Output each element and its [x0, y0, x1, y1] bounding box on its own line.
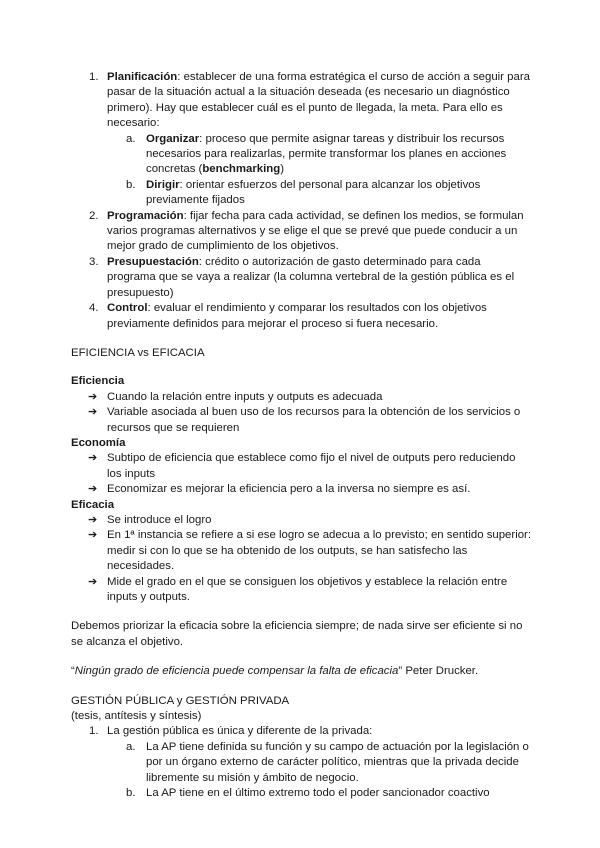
- term: Organizar: [146, 132, 200, 145]
- heading-economia: Economía: [71, 436, 126, 449]
- sub-item-dirigir: [71, 178, 531, 209]
- item-text: En 1ª instancia se refiere a si ese logro se adecua a lo previsto; en sentido superior: medir si con lo que se ha obtenido de los outputs, se han satisfecho las necesidades.: [107, 529, 532, 573]
- arrow-icon: ➔: [88, 483, 98, 496]
- sub-item-organizar: [71, 132, 531, 178]
- list-item: [71, 575, 531, 606]
- list-letter: a.: [126, 132, 136, 145]
- arrow-icon: ➔: [88, 406, 98, 419]
- list-item: [71, 405, 531, 436]
- sub-item-gestion-a: [71, 740, 531, 786]
- item-text: : proceso que permite asignar tareas y distribuir los recursos necesarios para realizarlas, permite transformar los planes en acciones concretas (: [146, 132, 507, 176]
- list-number: 2.: [89, 209, 99, 222]
- item-text: La AP tiene en el último extremo todo el poder sancionador coactivo: [146, 787, 490, 800]
- arrow-icon: ➔: [88, 575, 98, 588]
- item-text: Mide el grado en el que se consiguen los objetivos y establece la relación entre inputs y outputs.: [107, 575, 508, 603]
- list-item: [71, 482, 531, 497]
- list-item: [71, 528, 531, 574]
- priority-paragraph: Debemos priorizar la eficacia sobre la eficiencia siempre; de nada sirve ser eficiente si no se alcanza el objetivo.: [71, 620, 523, 648]
- list-item-gestion-1: [71, 724, 531, 739]
- heading-eficacia: Eficacia: [71, 498, 115, 511]
- list-item-control: [71, 301, 531, 332]
- arrow-icon: ➔: [88, 452, 98, 465]
- item-text: : evaluar el rendimiento y comparar los resultados con los objetivos previamente definidos para mejorar el proceso si fuera necesario.: [107, 302, 487, 330]
- list-letter: b.: [126, 787, 136, 800]
- quote-paragraph: [71, 664, 531, 679]
- list-item-planificacion: [71, 70, 531, 132]
- item-text: : establecer de una forma estratégica el curso de acción a seguir para pasar de la situación actual a la situación deseada (es necesario un diagnóstico primero). Hay que establecer cuál es el punto de llegada, la meta. Para ello es necesario:: [107, 71, 530, 130]
- list-number: 4.: [89, 302, 99, 315]
- list-item: [71, 451, 531, 482]
- arrow-icon: ➔: [88, 513, 98, 526]
- quote-text: Ningún grado de eficiencia puede compensar la falta de eficacia: [74, 665, 399, 678]
- item-text: La AP tiene definida su función y su campo de actuación por la legislación o por un órgano externo de carácter político, mientras que la privada decide libremente su misión y ámbito de negocio.: [146, 740, 529, 784]
- item-text: : orientar esfuerzos del personal para alcanzar los objetivos previamente fijados: [146, 178, 481, 207]
- heading-eficiencia: Eficiencia: [71, 375, 125, 388]
- item-tail: ): [280, 163, 284, 176]
- document-page: [71, 70, 531, 801]
- term: Planificación: [107, 71, 178, 83]
- bold-word: benchmarking: [202, 163, 281, 176]
- list-number: 1.: [89, 71, 99, 83]
- term: Programación: [107, 209, 184, 222]
- arrow-icon: ➔: [88, 529, 98, 542]
- list-item: [71, 513, 531, 528]
- list-item-programacion: [71, 209, 531, 255]
- list-item: [71, 390, 531, 405]
- quote-author: ” Peter Drucker.: [398, 665, 479, 678]
- item-text: Subtipo de eficiencia que establece como fijo el nivel de outputs pero reduciendo los inputs: [107, 452, 516, 480]
- item-text: : fijar fecha para cada actividad, se definen los medios, se formulan varios programas alternativos y se elige el que se prevé que puede conducir a un mejor grado de cumplimiento de los objetivos.: [107, 209, 524, 253]
- item-text: : crédito o autorización de gasto determinado para cada programa que se vaya a realizar (la columna vertebral de la gestión pública es el presupuesto): [107, 255, 515, 299]
- arrow-icon: ➔: [88, 390, 98, 403]
- section-title-eficiencia-eficacia: EFICIENCIA vs EFICACIA: [71, 346, 205, 359]
- item-text: Cuando la relación entre inputs y outputs es adecuada: [107, 390, 383, 403]
- list-item-presupuestacion: [71, 255, 531, 301]
- quote-open: “: [71, 665, 75, 678]
- item-text: La gestión pública es única y diferente de la privada:: [107, 725, 373, 738]
- term: Control: [107, 302, 148, 315]
- sub-item-gestion-b: [71, 786, 531, 801]
- term: Presupuestación: [107, 255, 199, 268]
- list-letter: b.: [126, 178, 136, 191]
- item-text: Se introduce el logro: [107, 513, 212, 526]
- item-text: Economizar es mejorar la eficiencia pero a la inversa no siempre es así.: [107, 483, 471, 496]
- item-text: Variable asociada al buen uso de los recursos para la obtención de los servicios o recursos que se requieren: [107, 406, 521, 434]
- term: Dirigir: [146, 178, 180, 191]
- list-number: 3.: [89, 255, 99, 268]
- list-number: 1.: [89, 725, 99, 738]
- list-letter: a.: [126, 740, 136, 753]
- section-title-gestion: GESTIÓN PÚBLICA y GESTIÓN PRIVADA: [71, 694, 290, 707]
- section-subtitle: (tesis, antítesis y síntesis): [71, 710, 202, 723]
